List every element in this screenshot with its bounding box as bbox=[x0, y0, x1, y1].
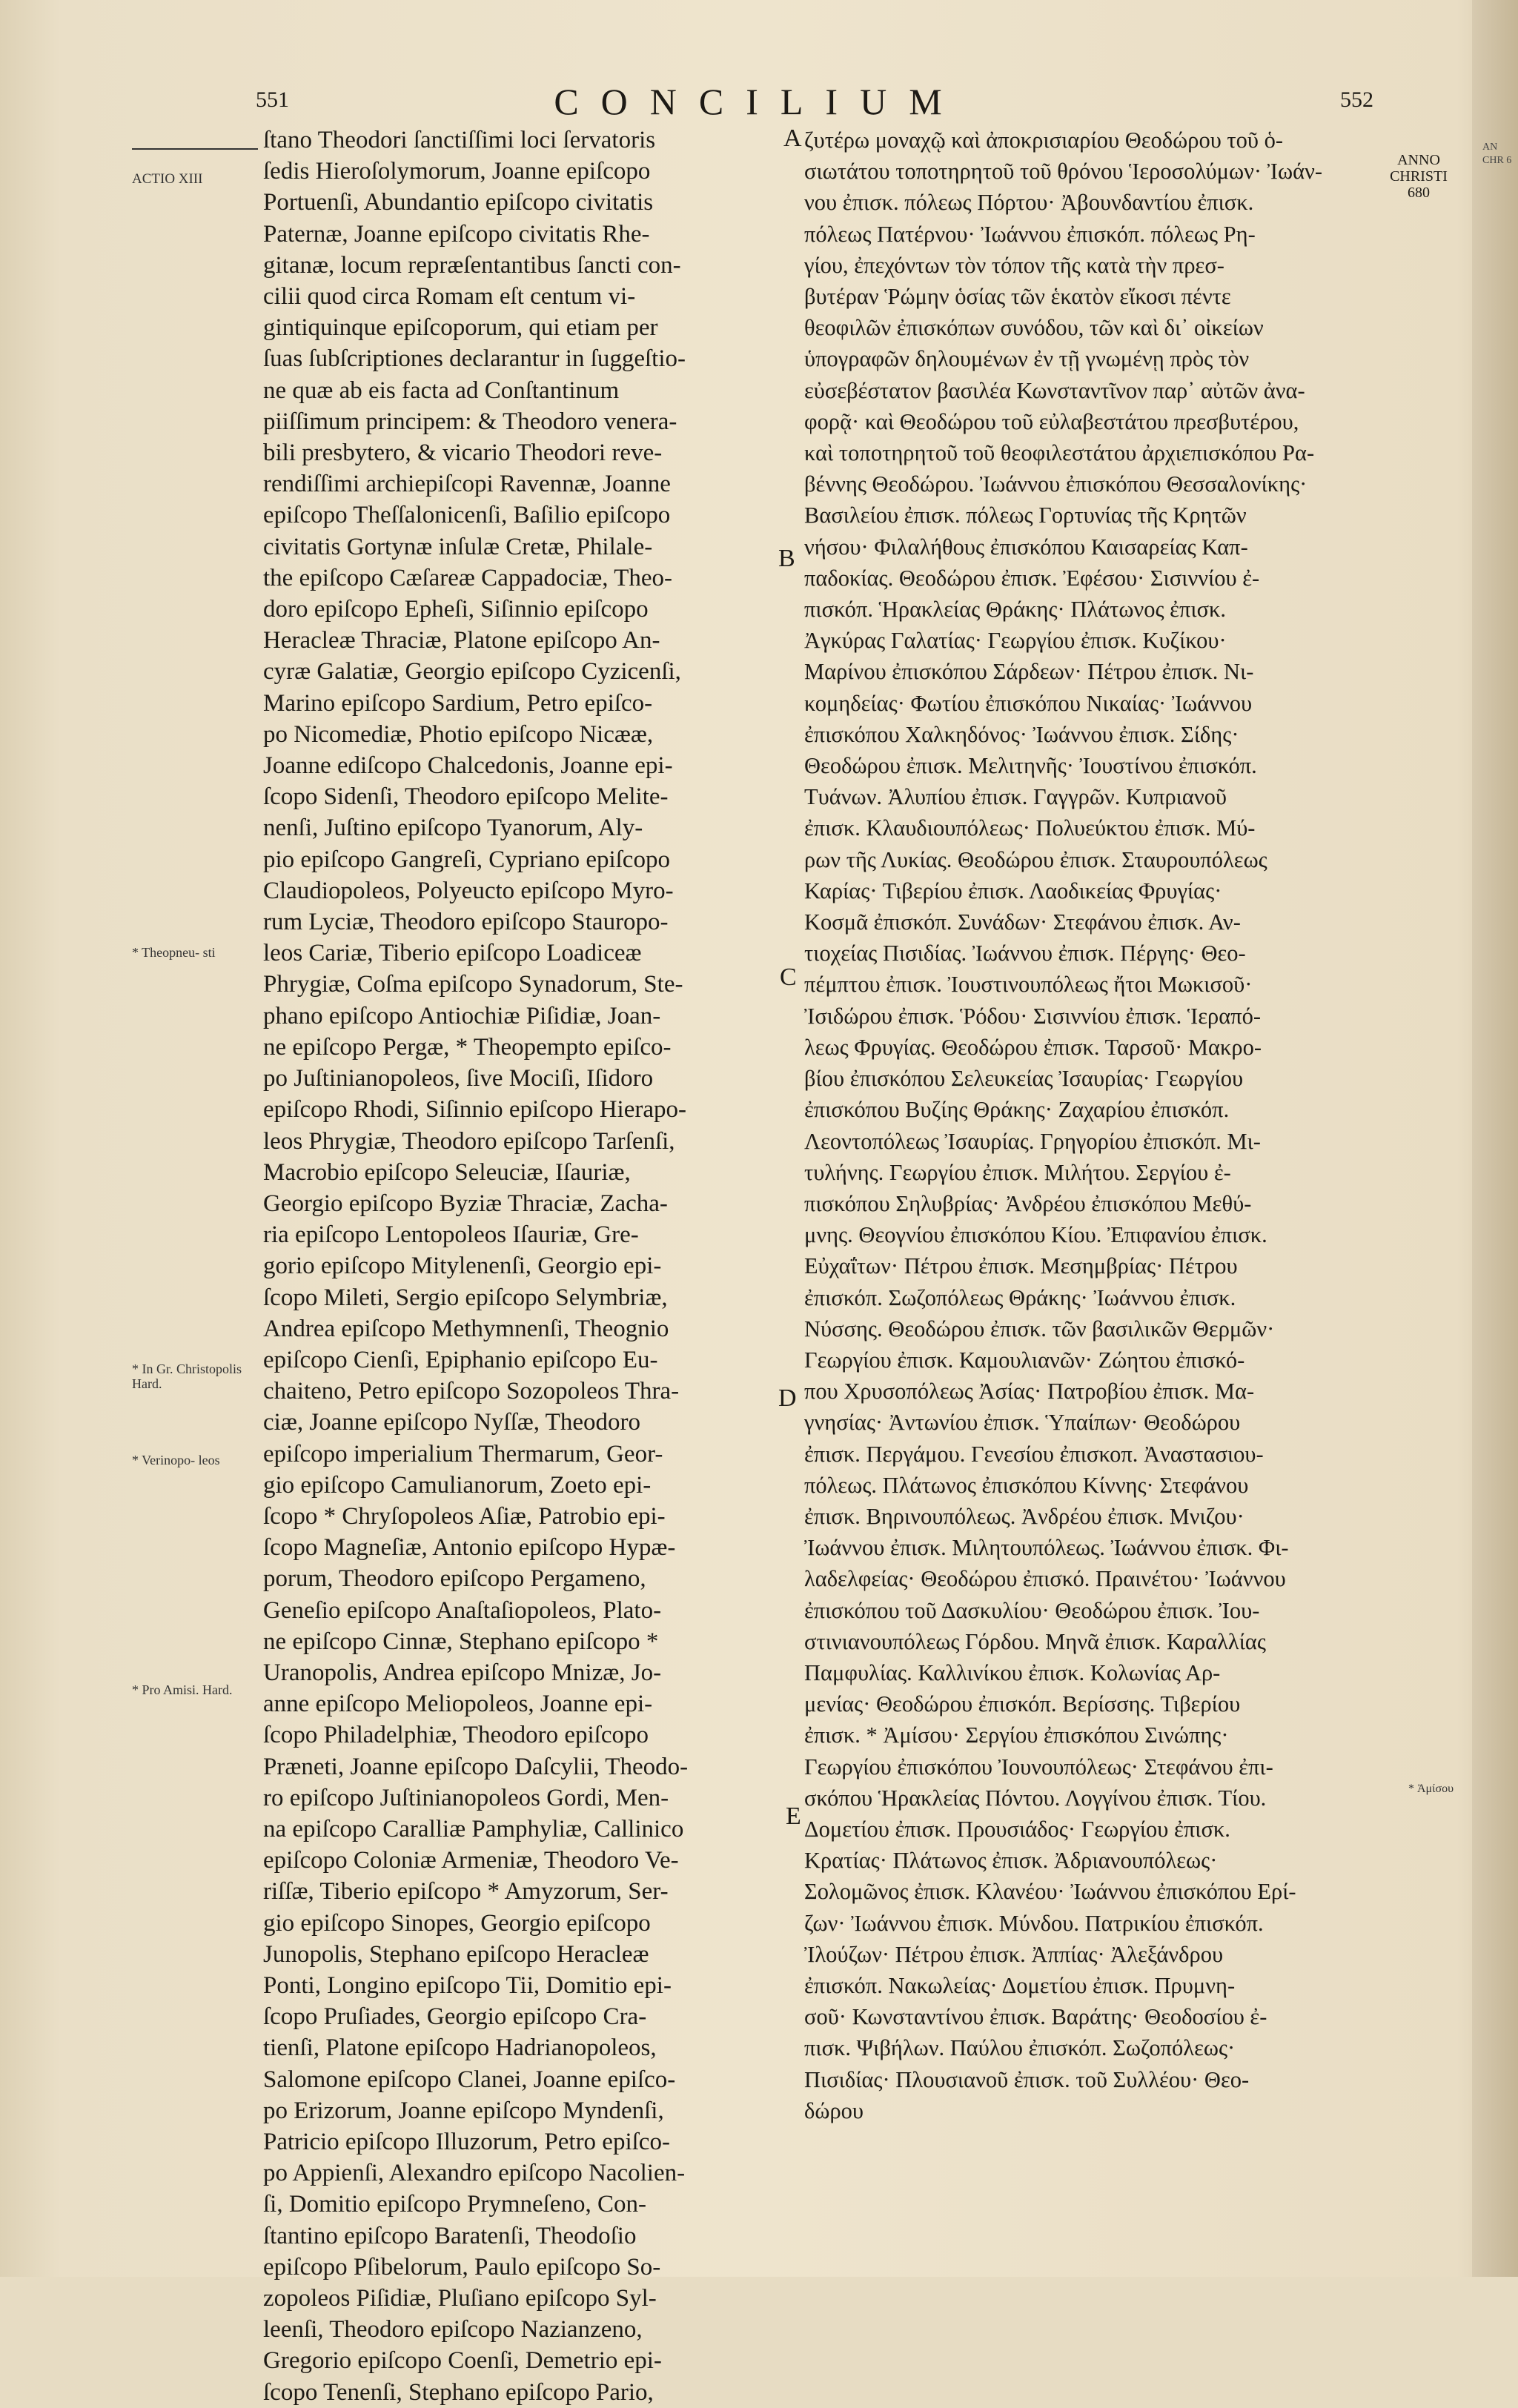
greek-text-line: Γεωργίου ἐπισκόπου Ἰουνουπόλεως· Στεφάνου ἐπι- bbox=[804, 1754, 1273, 1780]
latin-text-line: phano epiſcopo Antiochiæ Piſidiæ, Joan- bbox=[263, 1002, 661, 1029]
greek-text-line: Νύσσης. Θεοδώρου ἐπισκ. τῶν βασιλικῶν Θερμῶν· bbox=[804, 1316, 1275, 1341]
latin-text-line: Portuenſi, Abundantio epiſcopo civitatis bbox=[263, 189, 654, 216]
greek-text-line: ἐπισκόπου Χαλκηδόνος· Ἰωάννου ἐπισκ. Σίδης· bbox=[804, 721, 1239, 747]
latin-text-line: leos Phrygiæ, Theodoro epiſcopo Tarſenſi, bbox=[263, 1127, 675, 1155]
latin-text-line: ria epiſcopo Lentopoleos Iſauriæ, Gre- bbox=[263, 1221, 639, 1249]
greek-text-line: πισκόπου Σηλυβρίας· Ἀνδρέου ἐπισκόπου Μεθύ- bbox=[804, 1190, 1252, 1216]
greek-text-line: νου ἐπισκ. πόλεως Πόρτου· Ἀβουνδαντίου ἐπισκ. bbox=[804, 190, 1254, 216]
left-page-number: 551 bbox=[256, 87, 289, 112]
latin-text-line: ſcopo Tenenſi, Stephano epiſcopo Pario, bbox=[263, 2378, 654, 2406]
latin-text-line: porum, Theodoro epiſcopo Pergameno, bbox=[263, 1565, 646, 1593]
section-letter-b: B bbox=[778, 545, 795, 572]
greek-text-line: ἐπισκόπ. Σωζοπόλεως Θράκης· Ἰωάννου ἐπισκ. bbox=[804, 1284, 1236, 1310]
section-letter-a: A bbox=[783, 125, 802, 152]
greek-text-line: Σολομῶνος ἐπισκ. Κλανέου· Ἰωάννου ἐπισκόπου Ερί- bbox=[804, 1879, 1296, 1905]
greek-text-line: βέννης Θεοδώρου. Ἰωάννου ἐπισκόπου Θεσσαλονίκης· bbox=[804, 471, 1307, 497]
greek-text-line: στινιανουπόλεως Γόρδου. Μηνᾶ ἐπισκ. Καραλλίας bbox=[804, 1628, 1266, 1654]
greek-text-line: Βασιλείου ἐπισκ. πόλεως Γορτυνίας τῆς Κρητῶν bbox=[804, 503, 1247, 528]
greek-text-line: βυτέραν Ῥώμην ὁσίας τῶν ἑκατὸν εἴκοσι πέντε bbox=[804, 284, 1231, 310]
latin-text-line: tienſi, Platone epiſcopo Hadrianopoleos, bbox=[263, 2034, 657, 2062]
latin-text-line: doro epiſcopo Epheſi, Siſinnio epiſcopo bbox=[263, 596, 649, 623]
latin-text-line: epiſcopo Theſſalonicenſi, Baſilio epiſcopo bbox=[263, 502, 671, 529]
greek-text-line: Λεοντοπόλεως Ἰσαυρίας. Γρηγορίου ἐπισκόπ. Μι- bbox=[804, 1128, 1261, 1154]
right-page-number: 552 bbox=[1340, 87, 1373, 112]
latin-text-line: Ponti, Longino epiſcopo Tii, Domitio epi- bbox=[263, 1971, 672, 1999]
latin-text-line: Geneſio epiſcopo Anaſtaſiopoleos, Plato- bbox=[263, 1596, 662, 1624]
margin-note-verinopoleos: * Verinopo- leos bbox=[132, 1453, 220, 1467]
latin-text-line: cilii quod circa Romam eſt centum vi- bbox=[263, 283, 636, 311]
latin-text-line: chaiteno, Petro epiſcopo Sozopoleos Thra- bbox=[263, 1378, 680, 1405]
greek-text-line: τυλήνης. Γεωργίου ἐπισκ. Μιλήτου. Σεργίου ἐ- bbox=[804, 1159, 1231, 1185]
greek-text-line: εὐσεβέστατον βασιλέα Κωνσταντῖνον παρ᾽ αὐτῶν ἀνα- bbox=[804, 377, 1305, 403]
greek-text-line: Ἰσιδώρου ἐπισκ. Ῥόδου· Σισιννίου ἐπισκ. Ἱεραπό- bbox=[804, 1003, 1262, 1029]
greek-text-line: φορᾷ· καὶ Θεοδώρου τοῦ εὐλαβεστάτου πρεσβυτέρου, bbox=[804, 408, 1299, 434]
latin-text-line: po Erizorum, Joanne epiſcopo Myndenſi, bbox=[263, 2097, 664, 2124]
acts-rule bbox=[132, 148, 258, 150]
latin-text-line: Salomone epiſcopo Clanei, Joanne epiſco- bbox=[263, 2066, 676, 2093]
latin-text-line: Phrygiæ, Coſma epiſcopo Synadorum, Ste- bbox=[263, 971, 683, 998]
latin-text-line: nenſi, Juſtino epiſcopo Tyanorum, Aly- bbox=[263, 815, 643, 842]
right-margin-note: * Ἀμίσου bbox=[1408, 1782, 1454, 1795]
greek-text-line: ἐπισκόπ. Νακωλείας· Δομετίου ἐπισκ. Πρυμνη- bbox=[804, 1972, 1236, 1998]
latin-text-line: piiſſimum principem: & Theodoro venera- bbox=[263, 408, 677, 435]
greek-text-line: Δομετίου ἐπισκ. Προυσιάδος· Γεωργίου ἐπισκ. bbox=[804, 1816, 1230, 1842]
latin-text-line: Macrobio epiſcopo Seleuciæ, Iſauriæ, bbox=[263, 1158, 631, 1186]
latin-text-line: ſcopo * Chryſopoleos Aſiæ, Patrobio epi- bbox=[263, 1502, 666, 1530]
margin-note-theopneusti: * Theopneu- sti bbox=[132, 945, 216, 960]
latin-text-line: rendiſſimi archiepiſcopi Ravennæ, Joanne bbox=[263, 471, 671, 498]
latin-text-line: gorio epiſcopo Mitylenenſi, Georgio epi- bbox=[263, 1253, 662, 1280]
latin-text-line: po Juſtinianopoleos, ſive Mociſi, Iſidoro bbox=[263, 1065, 654, 1092]
latin-column bbox=[263, 125, 782, 2408]
section-letter-d: D bbox=[778, 1384, 797, 1412]
greek-text-line: Εὐχαΐτων· Πέτρου ἐπισκ. Μεσημβρίας· Πέτρου bbox=[804, 1253, 1238, 1279]
greek-text-line: Κοσμᾶ ἐπισκόπ. Συνάδων· Στεφάνου ἐπισκ. Αν- bbox=[804, 909, 1241, 935]
greek-text-line: Τυάνων. Ἀλυπίου ἐπισκ. Γαγγρῶν. Κυπριανοῦ bbox=[804, 784, 1227, 810]
latin-text-line: ſtantino epiſcopo Baratenſi, Theodoſio bbox=[263, 2222, 637, 2249]
latin-text-line: Gregorio epiſcopo Coenſi, Demetrio epi- bbox=[263, 2347, 662, 2375]
greek-text-line: βίου ἐπισκόπου Σελευκείας Ἰσαυρίας· Γεωργίου bbox=[804, 1066, 1244, 1092]
greek-text-line: Καρίας· Τιβερίου ἐπισκ. Λαοδικείας Φρυγίας· bbox=[804, 878, 1222, 903]
greek-text-line: λαδελφείας· Θεοδώρου ἐπισκό. Πραινέτου· Ἰωάννου bbox=[804, 1566, 1286, 1592]
latin-text-line: Paternæ, Joanne epiſcopo civitatis Rhe- bbox=[263, 220, 650, 248]
greek-text-line: σιωτάτου τοποτηρητοῦ τοῦ θρόνου Ἱεροσολύμων· Ἰωάν- bbox=[804, 159, 1323, 185]
greek-text-line: κομηδείας· Φωτίου ἐπισκόπου Νικαίας· Ἰωάννου bbox=[804, 690, 1253, 716]
latin-text-line: ne epiſcopo Cinnæ, Stephano epiſcopo * bbox=[263, 1628, 659, 1655]
greek-text-line: ἐπισκ. Βηρινουπόλεως. Ἀνδρέου ἐπισκ. Μνιζου· bbox=[804, 1503, 1244, 1529]
greek-text-line: μνης. Θεογνίου ἐπισκόπου Κίου. Ἐπιφανίου ἐπισκ. bbox=[804, 1222, 1267, 1248]
margin-note-amisi: * Pro Amisi. Hard. bbox=[132, 1682, 233, 1697]
greek-text-line: πόλεως. Πλάτωνος ἐπισκόπου Κίννης· Στεφάνου bbox=[804, 1472, 1249, 1498]
latin-text-line: Præneti, Joanne epiſcopo Daſcylii, Theodo- bbox=[263, 1753, 689, 1780]
latin-text-line: cyræ Galatiæ, Georgio epiſcopo Cyzicenſi, bbox=[263, 658, 681, 686]
latin-text-line: Patricio epiſcopo Illuzorum, Petro epiſco- bbox=[263, 2129, 670, 2155]
greek-text-line: Γεωργίου ἐπισκ. Καμουλιανῶν· Ζώητου ἐπισκό- bbox=[804, 1347, 1245, 1373]
latin-text-line: rum Lyciæ, Theodoro epiſcopo Stauropo- bbox=[263, 909, 669, 936]
latin-text-line: ſcopo Pruſiades, Georgio epiſcopo Cra- bbox=[263, 2003, 647, 2031]
latin-text-line: ne epiſcopo Pergæ, * Theopempto epiſco- bbox=[263, 1033, 672, 1061]
greek-text-line: Ἀγκύρας Γαλατίας· Γεωργίου ἐπισκ. Κυζίκου· bbox=[804, 628, 1227, 654]
greek-text-line: μενίας· Θεοδώρου ἐπισκόπ. Βερίσσης. Τιβερίου bbox=[804, 1691, 1241, 1717]
latin-text-line: ſcopo Sidenſi, Theodoro epiſcopo Melite- bbox=[263, 783, 669, 811]
latin-text-line: epiſcopo imperialium Thermarum, Geor- bbox=[263, 1440, 663, 1467]
latin-text-line: gitanæ, locum repræſentantibus ſancti con- bbox=[263, 251, 681, 279]
greek-column bbox=[804, 125, 1397, 2126]
latin-text-line: ſtano Theodori ſanctiſſimi loci ſervatoris bbox=[263, 127, 656, 153]
greek-text-line: Ἰωάννου ἐπισκ. Μιλητουπόλεως. Ἰωάννου ἐπισκ. Φι- bbox=[804, 1535, 1289, 1561]
greek-text-line: Θεοδώρου ἐπισκ. Μελιτηνῆς· Ἰουστίνου ἐπισκόπ. bbox=[804, 753, 1257, 779]
greek-text-line: θεοφιλῶν ἐπισκόπων συνόδου, τῶν καὶ δι᾽ οἰκείων bbox=[804, 315, 1264, 341]
greek-text-line: νήσου· Φιλαλήθους ἐπισκόπου Καισαρείας Καπ- bbox=[804, 534, 1248, 560]
latin-text-line: pio epiſcopo Gangreſi, Cypriano epiſcopo bbox=[263, 846, 670, 873]
latin-text-line: Marino epiſcopo Sardium, Petro epiſco- bbox=[263, 689, 653, 717]
section-letter-c: C bbox=[780, 963, 797, 991]
latin-text-line: ſuas ſubſcriptiones declarantur in ſuggeſtio- bbox=[263, 345, 686, 373]
greek-text-line: ρων τῆς Λυκίας. Θεοδώρου ἐπισκ. Σταυρουπόλεως bbox=[804, 846, 1267, 872]
greek-text-line: ἐπισκόπου τοῦ Δασκυλίου· Θεοδώρου ἐπισκ. Ἰου- bbox=[804, 1597, 1260, 1623]
greek-text-line: ἐπισκόπου Βυζίης Θράκης· Ζαχαρίου ἐπισκόπ. bbox=[804, 1097, 1230, 1123]
latin-text-line: ſcopo Mileti, Sergio epiſcopo Selymbriæ, bbox=[263, 1284, 668, 1311]
greek-text-line: πέμπτου ἐπισκ. Ἰουστινουπόλεως ἤτοι Μωκισοῦ· bbox=[804, 972, 1253, 998]
greek-text-line: ὑπογραφῶν δηλουμένων ἐν τῇ γνωμένῃ πρὸς τὸν bbox=[804, 346, 1250, 372]
latin-text-line: epiſcopo Cienſi, Epiphanio epiſcopo Eu- bbox=[263, 1346, 658, 1373]
latin-text-line: ciæ, Joanne epiſcopo Nyſſæ, Theodoro bbox=[263, 1409, 640, 1436]
greek-text-line: ἐπισκ. Κλαυδιουπόλεως· Πολυεύκτου ἐπισκ. Μύ- bbox=[804, 815, 1256, 841]
latin-text-line: bili presbytero, & vicario Theodori reve- bbox=[263, 440, 663, 467]
latin-text-line: epiſcopo Coloniæ Armeniæ, Theodoro Ve- bbox=[263, 1847, 679, 1874]
latin-text-line: gio epiſcopo Camulianorum, Zoeto epi- bbox=[263, 1471, 652, 1499]
greek-text-line: ζων· Ἰωάννου ἐπισκ. Μύνδου. Πατρικίου ἐπισκόπ. bbox=[804, 1910, 1264, 1936]
latin-text-line: zopoleos Piſidiæ, Pluſiano epiſcopo Syl- bbox=[263, 2285, 657, 2312]
greek-text-line: Παμφυλίας. Καλλινίκου ἐπισκ. Κολωνίας Αρ- bbox=[804, 1659, 1221, 1685]
latin-text-line: ſedis Hieroſolymorum, Joanne epiſcopo bbox=[263, 158, 651, 185]
greek-text-line: λεως Φρυγίας. Θεοδώρου ἐπισκ. Ταρσοῦ· Μακρο- bbox=[804, 1034, 1262, 1060]
latin-text-line: ſcopo Philadelphiæ, Theodoro epiſcopo bbox=[263, 1722, 649, 1749]
latin-text-line: leenſi, Theodoro epiſcopo Nazianzeno, bbox=[263, 2316, 643, 2344]
greek-text-line: καὶ τοποτηρητοῦ τοῦ θεοφιλεστάτου ἀρχιεπισκόπου Ρα- bbox=[804, 440, 1315, 466]
latin-text-line: the epiſcopo Cæſareæ Cappadociæ, Theo- bbox=[263, 564, 673, 591]
latin-text-line: ſcopo Magneſiæ, Antonio epiſcopo Hypæ- bbox=[263, 1534, 676, 1562]
anno-label: ANNO CHRISTI bbox=[1390, 152, 1448, 185]
latin-text-line: ne quæ ab eis facta ad Conſtantinum bbox=[263, 377, 620, 404]
greek-text-line: γνησίας· Ἀντωνίου ἐπισκ. Ὑπαίπων· Θεοδώρου bbox=[804, 1410, 1241, 1436]
greek-text-line: ἐπισκ. * Ἀμίσου· Σεργίου ἐπισκόπου Σινώπης· bbox=[804, 1722, 1229, 1748]
latin-text-line: Junopolis, Stephano epiſcopo Heracleæ bbox=[263, 1940, 649, 1968]
greek-text-line: που Χρυσοπόλεως Ἀσίας· Πατροβίου ἐπισκ. Μα- bbox=[804, 1379, 1255, 1404]
latin-text-line: civitatis Gortynæ inſulæ Cretæ, Philale- bbox=[263, 533, 653, 560]
latin-text-line: leos Cariæ, Tiberio epiſcopo Loadiceæ bbox=[263, 940, 642, 967]
latin-text-line: Andrea epiſcopo Methymnenſi, Theognio bbox=[263, 1315, 669, 1342]
latin-text-line: ſi, Domitio epiſcopo Prymneſeno, Con- bbox=[263, 2191, 646, 2218]
latin-text-line: riſſæ, Tiberio epiſcopo * Amyzorum, Ser- bbox=[263, 1878, 669, 1905]
greek-text-line: γίου, ἐπεχόντων τὸν τόπον τῆς κατὰ τὴν πρεσ- bbox=[804, 252, 1224, 278]
latin-text-line: epiſcopo Pſibelorum, Paulo epiſcopo So- bbox=[263, 2253, 661, 2281]
latin-text-line: Joanne ediſcopo Chalcedonis, Joanne epi- bbox=[263, 752, 673, 780]
greek-text-line: σκόπου Ἡρακλείας Πόντου. Λογγίνου ἐπισκ. Τίου. bbox=[804, 1785, 1267, 1811]
greek-text-line: πισκ. Ψιβήλων. Παύλου ἐπισκόπ. Σωζοπόλεως· bbox=[804, 2035, 1236, 2061]
greek-text-line: Ἰλούζων· Πέτρου ἐπισκ. Ἀππίας· Ἀλεξάνδρου bbox=[804, 1941, 1224, 1967]
latin-text-line: po Appienſi, Alexandro epiſcopo Nacolien- bbox=[263, 2160, 686, 2187]
latin-text-line: Heracleæ Thraciæ, Platone epiſcopo An- bbox=[263, 627, 660, 654]
greek-text-line: ἐπισκ. Περγάμου. Γενεσίου ἐπισκοπ. Ἀναστασιου- bbox=[804, 1441, 1264, 1467]
page-edge bbox=[1472, 0, 1518, 2277]
greek-text-line: δώρου bbox=[804, 2097, 864, 2123]
greek-text-line: σοῦ· Κωνσταντίνου ἐπισκ. Βαράτης· Θεοδοσίου ἐ- bbox=[804, 2004, 1267, 2030]
latin-text-line: ro epiſcopo Juſtinianopoleos Gordi, Men- bbox=[263, 1784, 669, 1811]
greek-text-line: ζυτέρω μοναχῷ καὶ ἀποκρισιαρίου Θεοδώρου τοῦ ὁ- bbox=[804, 127, 1284, 153]
latin-text-line: po Nicomediæ, Photio epiſcopo Nicææ, bbox=[263, 720, 654, 748]
latin-text-line: gio epiſcopo Sinopes, Georgio epiſcopo bbox=[263, 1909, 651, 1937]
latin-text-line: Georgio epiſcopo Byziæ Thraciæ, Zacha- bbox=[263, 1190, 668, 1217]
greek-text-line: παδοκίας. Θεοδώρου ἐπισκ. Ἐφέσου· Σισιννίου ἐ- bbox=[804, 565, 1260, 591]
greek-text-line: Πισιδίας· Πλουσιανοῦ ἐπισκ. τοῦ Συλλέου· Θεο- bbox=[804, 2066, 1250, 2092]
latin-text-line: na epiſcopo Caralliæ Pamphyliæ, Callinico bbox=[263, 1815, 684, 1843]
latin-text-line: gintiquinque epiſcoporum, qui etiam per bbox=[263, 314, 658, 342]
latin-text-line: anne epiſcopo Meliopoleos, Joanne epi- bbox=[263, 1691, 653, 1718]
latin-text-line: Uranopolis, Andrea epiſcopo Mnizæ, Jo- bbox=[263, 1659, 662, 1686]
anno-year: 680 bbox=[1408, 185, 1430, 201]
greek-text-line: πόλεως Πατέρνου· Ἰωάννου ἐπισκόπ. πόλεως Ρη- bbox=[804, 221, 1256, 247]
latin-text-line: epiſcopo Rhodi, Siſinnio epiſcopo Hierapo- bbox=[263, 1096, 686, 1124]
acts-label: ACTIO XIII bbox=[132, 171, 203, 187]
running-title: CONCILIUM bbox=[554, 81, 964, 122]
greek-text-line: τιοχείας Πισιδίας. Ἰωάννου ἐπισκ. Πέργης· Θεο- bbox=[804, 941, 1246, 966]
greek-text-line: πισκόπ. Ἡρακλείας Θράκης· Πλάτωνος ἐπισκ. bbox=[804, 597, 1227, 623]
greek-text-line: Κρατίας· Πλάτωνος ἐπισκ. Ἀδριανουπόλεως· bbox=[804, 1848, 1218, 1874]
latin-text-line: Claudiopoleos, Polyeucto epiſcopo Myro- bbox=[263, 877, 674, 904]
edge-text: AN CHR 6 bbox=[1482, 142, 1512, 166]
section-letter-e: E bbox=[786, 1802, 801, 1830]
greek-text-line: Μαρίνου ἐπισκόπου Σάρδεων· Πέτρου ἐπισκ. Νι- bbox=[804, 659, 1254, 685]
margin-note-christopolis: * In Gr. Christopolis Hard. bbox=[132, 1361, 242, 1391]
